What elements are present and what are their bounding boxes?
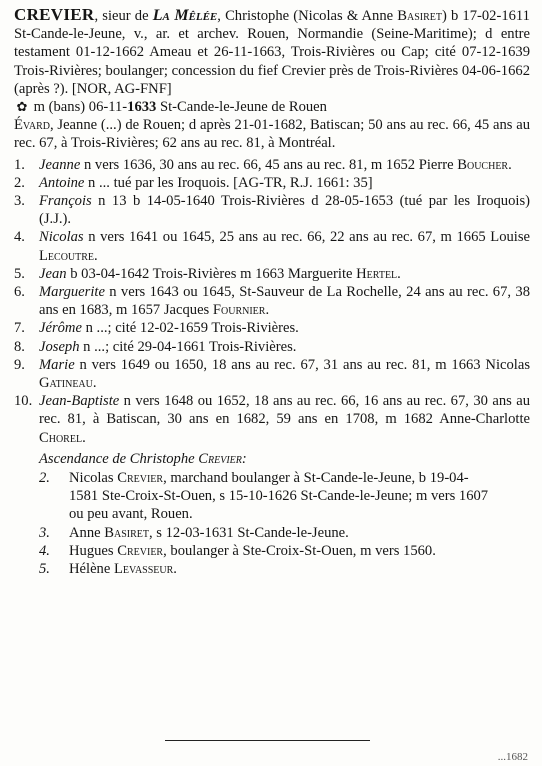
children-list [14, 156, 530, 447]
child-item: 7. Jérôme n ...; cité 12-02-1659 Trois-Rivières. [14, 320, 299, 337]
child-name: Marguerite [39, 284, 105, 301]
child-item: 2. Antoine n ... tué par les Iroquois. [AG-TR, R.J. 1661: 35] [14, 174, 373, 191]
ascendance-list [14, 469, 530, 578]
child-item: 10. Jean-Baptiste n vers 1648 ou 1652, 18 ans au rec. 66, 16 ans au rec. 67, 30 ans au rec. 81, à Batiscan, 30 ans en 1682, 59 ans en 1708, m 1682 Anne-Charlotte Chorel. [14, 393, 530, 446]
ascendance-title: Ascendance de Christophe Crevier: [39, 450, 247, 467]
child-name: Joseph [39, 338, 80, 355]
ancestor-item: 2. Nicolas Crevier, marchand boulanger à St-Cande-le-Jeune, b 19-04-1581 Ste-Croix-St-Ouen, s 15-10-1626 St-Cande-le-Jeune; m vers 1607 ou peu avant, Rouen. [39, 470, 489, 523]
section-divider [165, 740, 370, 741]
spouse-surname: Évard [14, 117, 50, 134]
ancestor-item: 4. Hugues Crevier, boulanger à Ste-Croix-St-Ouen, m vers 1560. [39, 542, 436, 559]
child-item: 3. François n 13 b 14-05-1640 Trois-Rivières d 28-05-1653 (tué par les Iroquois) (J.J.). [14, 193, 530, 228]
entry-surname: CREVIER [14, 5, 95, 24]
flower-icon: ✿ [16, 99, 28, 115]
child-item: 5. Jean b 03-04-1642 Trois-Rivières m 1663 Marguerite Hertel. [14, 265, 401, 282]
child-name: Marie [39, 356, 75, 373]
mother-surname: Basiret [397, 8, 442, 24]
marriage-line: ✿ m (bans) 06-11-1633 St-Cande-le-Jeune de Rouen [14, 98, 530, 116]
child-item: 8. Joseph n ...; cité 29-04-1661 Trois-Rivières. [14, 338, 297, 355]
child-item: 1. Jeanne n vers 1636, 30 ans au rec. 66, 45 ans au rec. 81, m 1652 Pierre Boucher. [14, 156, 512, 173]
cutoff-fragment: ...1682 [497, 751, 528, 763]
child-name: Jérôme [39, 320, 82, 337]
child-item: 9. Marie n vers 1649 ou 1650, 18 ans au rec. 67, 31 ans au rec. 81, m 1663 Nicolas Gatineau. [14, 356, 530, 392]
entry-header: CREVIER, sieur de La Mêlée, Christophe (Nicolas & Anne Basiret) b 17-02-1611 St-Cande-le-Jeune, v., ar. et archev. Rouen, Normandie (Seine-Maritime); d entre testament 01-12-1662 Ameau et 26-11-1663, Trois-Rivières ou Cap; cité 07-12-1639 Trois-Rivières; boulanger; concession du fief Crevier près de Trois-Rivières 04-06-1662 (après ?). [NOR, AG-FNF] [14, 5, 530, 97]
child-item: 6. Marguerite n vers 1643 ou 1645, St-Sauveur de La Rochelle, 24 ans au rec. 67, 38 ans en 1683, m 1657 Jacques Fournier. [14, 284, 530, 319]
child-name: Jean [39, 265, 67, 282]
child-name: Antoine [39, 174, 85, 191]
child-name: François [39, 193, 92, 210]
ancestor-item: 3. Anne Basiret, s 12-03-1631 St-Cande-le-Jeune. [39, 524, 349, 541]
spouse-entry: Évard, Jeanne (...) de Rouen; d après 21-01-1682, Batiscan; 50 ans au rec. 66, 45 ans au rec. 67, à Trois-Rivières; 62 ans au rec. 81, à Montréal. [14, 117, 530, 152]
marriage-year: 1633 [127, 99, 157, 116]
child-item: 4. Nicolas n vers 1641 ou 1645, 25 ans au rec. 66, 22 ans au rec. 67, m 1665 Louise Lecoutre. [14, 229, 530, 264]
child-name: Nicolas [39, 229, 84, 246]
child-name: Jeanne [39, 156, 81, 173]
child-name: Jean-Baptiste [39, 393, 120, 410]
ancestor-item: 5. Hélène Levasseur. [39, 561, 177, 578]
seigneurie-name: La Mêlée [152, 7, 218, 24]
